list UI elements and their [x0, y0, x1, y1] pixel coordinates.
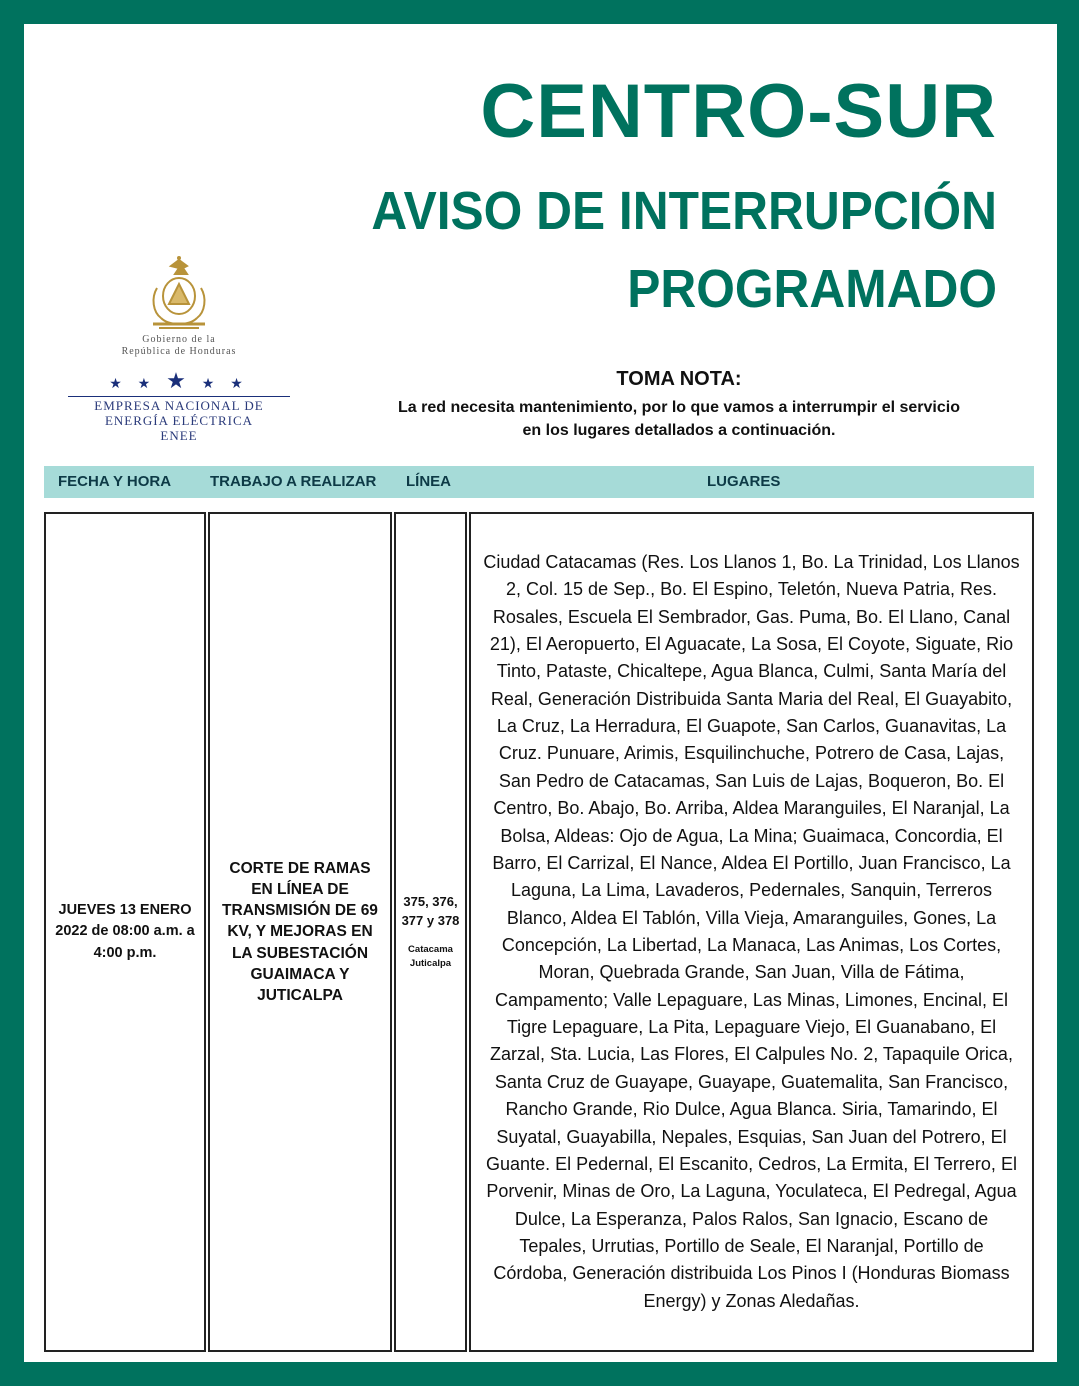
- enee-logo: [54, 254, 304, 444]
- cell-fecha: [44, 512, 206, 1352]
- header-lugares: LUGARES: [707, 473, 781, 490]
- subestaciones-text: Catacama Juticalpa: [408, 944, 453, 969]
- header-fecha: FECHA Y HORA: [58, 473, 172, 490]
- lugares-text: Ciudad Catacamas (Res. Los Llanos 1, Bo. La Trinidad, Los Llanos 2, Col. 15 de Sep., Bo. El Espino, Teletón, Nueva Patria, Res. Rosales, Escuela El Sembrador, Gas. Puma, Bo. El Llano, Canal 21), El Aeropuerto, El Aguacate, La Sosa, El Coyote, Siguate, Rio Tinto, Pataste, Chicaltepe, Agua Blanca, Culmi, Santa María del Real, Generación Distribuida Santa Maria del Real, El Guayabito, La Cruz, La Herradura, El Guapote, San Carlos, Guanavitas, La Cruz. Punuare, Arimis, Esquilinchuche, Potrero de Casa, Lajas, San Pedro de Catacamas, San Luis de Lajas, Boqueron, Bo. El Centro, Bo. Abajo, Bo. Arriba, Aldea Maranguiles, El Naranjal, La Bolsa, Aldeas: Ojo de Agua, La Mina; Guaimaca, Concordia, El Barro, El Carrizal, El Nance, Aldea El Portillo, Juan Francisco, La Laguna, La Lima, Lavaderos, Pedernales, Sanquin, Terreros Blanco, Aldea El Tablón, Villa Vieja, Amaranguiles, Gones, La Concepción, La Libertad, La Manaca, Las Animas, Los Cortes, Moran, Quebrada Grande, San Juan, Villa de Fátima, Campamento; Valle Lepaguare, Las Minas, Limones, Encinal, El Tigre Lepaguare, La Pita, Lepaguare Viejo, El Guanabano, El Zarzal, Sta. Lucia, Las Flores, El Calpules No. 2, Tapaquile Orica, Santa Cruz de Guayape, Guayape, Guatemalita, San Francisco, Rancho Grande, Rio Dulce, Agua Blanca. Siria, Tamarindo, El Suyatal, Guayabilla, Nepales, Esquias, San Juan del Potrero, El Guante. El Pedernal, El Escanito, Cedros, La Ermita, El Terrero, El Porvenir, Minas de Oro, La Laguna, Yoculateca, El Pedregal, Agua Dulce, La Esperanza, Palos Ralos, San Ignacio, Escano de Tepales, Urrutias, Portillo de Seale, El Naranjal, Portillo de Córdoba, Generación distribuida Los Pinos I (Honduras Biomass Energy) y Zonas Aledañas.: [483, 551, 1020, 1311]
- notice-title: [371, 172, 997, 329]
- cell-lugares: [469, 512, 1034, 1352]
- header-linea: LÍNEA: [406, 473, 451, 490]
- gov-line2: República de Honduras: [121, 346, 237, 357]
- gov-text: [54, 334, 304, 358]
- notice-title-line2: PROGRAMADO: [627, 259, 997, 320]
- note-line1: La red necesita mantenimiento, por lo que vamos a interrumpir el servicio: [398, 399, 960, 416]
- enee-line1: EMPRESA NACIONAL DE: [94, 398, 264, 413]
- header-trabajo: TRABAJO A REALIZAR: [210, 473, 377, 490]
- notice-page: [24, 24, 1057, 1362]
- enee-text: [54, 399, 304, 444]
- logo-divider: [68, 396, 290, 397]
- fecha-text: JUEVES 13 ENERO 2022 de 08:00 a.m. a 4:00 p.m.: [55, 902, 195, 961]
- table-header: [44, 466, 1034, 498]
- trabajo-text: CORTE DE RAMAS EN LÍNEA DE TRANSMISIÓN DE 69 KV, Y MEJORAS EN LA SUBESTACIÓN GUAIMACA Y JUTICALPA: [222, 859, 378, 1005]
- note-body: [354, 396, 1004, 442]
- cell-linea: [394, 512, 467, 1352]
- cell-trabajo: [208, 512, 392, 1352]
- enee-line2: ENERGÍA ELÉCTRICA: [104, 412, 254, 428]
- note-title: TOMA NOTA:: [616, 368, 742, 390]
- note-line2: en los lugares detallados a continuación.: [522, 422, 836, 440]
- gov-line1: Gobierno de la: [142, 334, 216, 345]
- notice-title-line1: AVISO DE INTERRUPCIÓN: [371, 181, 997, 241]
- honduras-seal-icon: [147, 254, 211, 332]
- linea-text: 375, 376, 377 y 378: [401, 894, 460, 929]
- enee-line3: ENEE: [160, 427, 198, 443]
- stars-icon: ★ ★ ★ ★ ★: [109, 368, 249, 393]
- region-title: CENTRO-SUR: [480, 69, 997, 154]
